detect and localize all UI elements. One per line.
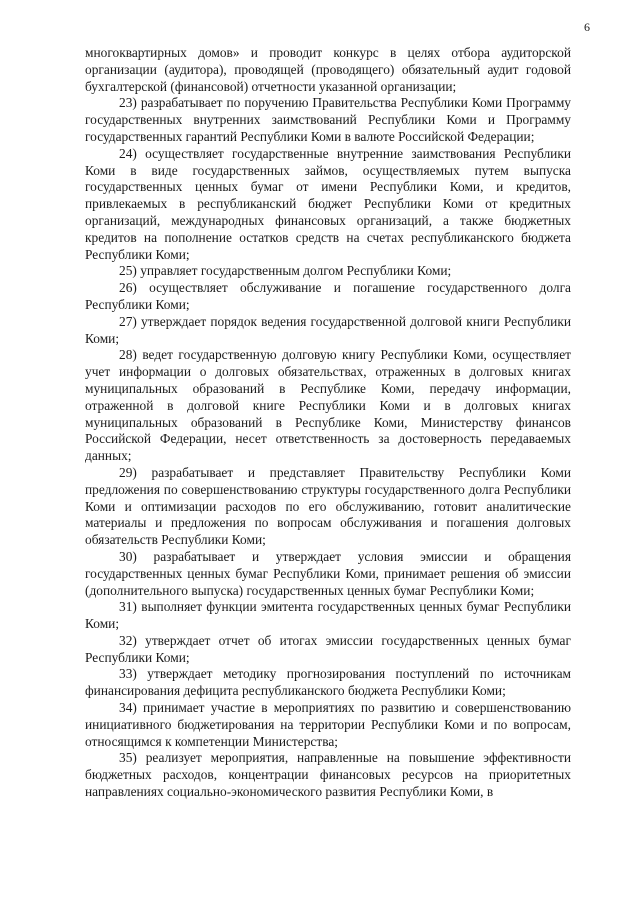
paragraph-item-23: 23) разрабатывает по поручению Правительства Республики Коми Программу государственных внутренних заимствований Республики Коми и Программу государственных гарантий Республики Коми в валюте Российской Федерации; [85, 95, 571, 144]
paragraph-item-27: 27) утверждает порядок ведения государственной долговой книги Республики Коми; [85, 313, 571, 346]
paragraph-continuation: многоквартирных домов» и проводит конкурс в целях отбора аудиторской организации (аудитора), проводящей (проводящего) обязательный аудит годовой бухгалтерской (финансовой) отчетности указанной организации; [85, 45, 571, 94]
paragraph-item-30: 30) разрабатывает и утверждает условия эмиссии и обращения государственных ценных бумаг Республики Коми, принимает решения об эмиссии (дополнительного выпуска) государственных ценных бумаг Республики Коми; [85, 548, 571, 598]
paragraph-item-32: 32) утверждает отчет об итогах эмиссии государственных ценных бумаг Республики Коми; [85, 632, 571, 665]
page-number: 6 [584, 20, 590, 34]
paragraph-item-33: 33) утверждает методику прогнозирования поступлений по источникам финансирования дефицита республиканского бюджета Республики Коми; [85, 666, 571, 699]
document-body [85, 45, 571, 801]
paragraph-item-25: 25) управляет государственным долгом Республики Коми; [119, 263, 452, 279]
paragraph-item-34: 34) принимает участие в мероприятиях по развитию и совершенствованию инициативного бюджетирования на территории Республики Коми и по вопросам, относящимся к компетенции Министерства; [85, 700, 571, 749]
paragraph-item-28: 28) ведет государственную долговую книгу Республики Коми, осуществляет учет информации о долговых обязательствах, отраженных в долговых книгах муниципальных образований в Республике Коми, передачу информации, отраженной в долговой книге Республики Коми и в долговых книгах муниципальных образований в Республике Коми, Министерству финансов Российской Федерации, несет ответственность за достоверность передаваемых данных; [85, 347, 571, 464]
paragraph-item-24: 24) осуществляет государственные внутренние заимствования Республики Коми в виде государственных займов, осуществляемых путем выпуска государственных ценных бумаг от имени Республики Коми, и кредитов, привлекаемых в республиканский бюджет Республики Коми от кредитных организаций, международных финансовых организаций, а также бюджетных кредитов на пополнение остатков средств на счетах республиканского бюджета Республики Коми; [85, 145, 571, 262]
paragraph-item-35: 35) реализует мероприятия, направленные на повышение эффективности бюджетных расходов, концентрации финансовых ресурсов на приоритетных направлениях социально-экономического развития Республики Коми, в [85, 750, 571, 800]
paragraph-item-29: 29) разрабатывает и представляет Правительству Республики Коми предложения по совершенствованию структуры государственного долга Республики Коми и оптимизации расходов по его обслуживанию, готовит аналитические материалы и предложения по вопросам обслуживания и погашения долговых обязательств Республики Коми; [85, 464, 571, 548]
paragraph-item-26: 26) осуществляет обслуживание и погашение государственного долга Республики Коми; [85, 280, 571, 312]
paragraph-item-31: 31) выполняет функции эмитента государственных ценных бумаг Республики Коми; [85, 599, 571, 632]
